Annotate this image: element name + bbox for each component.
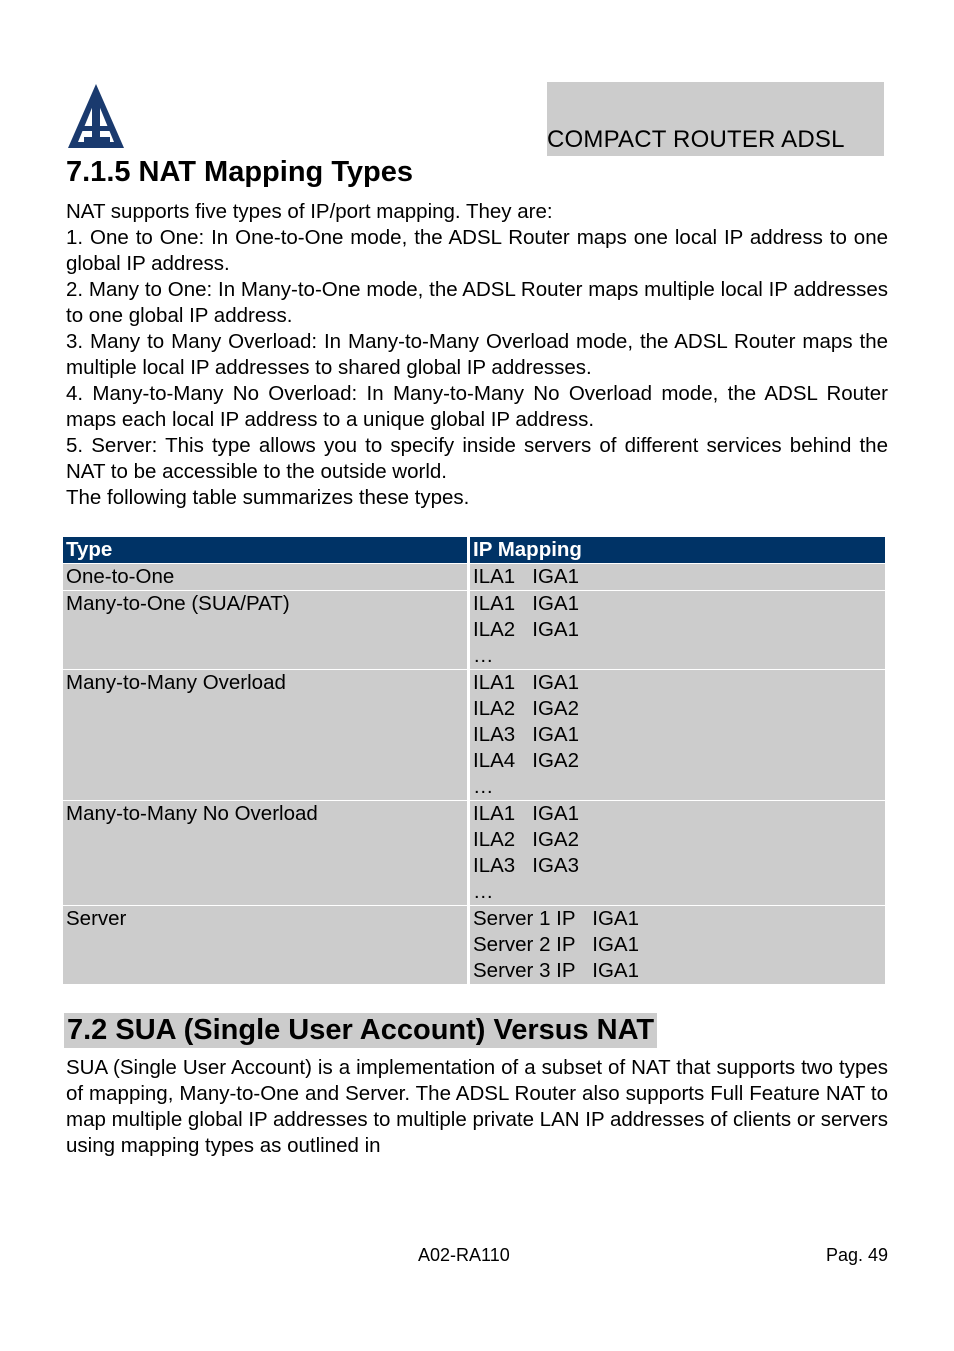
mapping-line: ILA1 IGA1 [473, 802, 579, 825]
mapping-line: ILA4 IGA2 [473, 749, 579, 772]
type-cell: Server [63, 906, 469, 985]
section-title-sua-vs-nat: 7.2 SUA (Single User Account) Versus NAT [67, 1014, 655, 1046]
mapping-cell [469, 670, 886, 801]
intro-text [66, 199, 888, 511]
section-title-bar [64, 1013, 657, 1048]
paragraph: 3. Many to Many Overload: In Many-to-Many Overload mode, the ADSL Router maps the multiple local IP addresses to shared global IP addresses. [66, 330, 888, 379]
nat-mapping-table [63, 537, 885, 984]
footer-page-number: Pag. 49 [825, 1245, 888, 1265]
type-cell: One-to-One [63, 564, 469, 591]
table-header-row [63, 537, 885, 564]
mapping-line: … [473, 880, 494, 903]
table-row [63, 906, 885, 985]
section-title-nat-mapping: 7.1.5 NAT Mapping Types [66, 156, 413, 188]
mapping-line: ILA2 IGA2 [473, 697, 579, 720]
atlantis-logo-icon [66, 82, 126, 150]
type-cell: Many-to-Many No Overload [63, 801, 469, 906]
table-row [63, 564, 885, 591]
type-cell: Many-to-One (SUA/PAT) [63, 591, 469, 670]
mapping-cell [469, 801, 886, 906]
header-title: COMPACT ROUTER ADSL [547, 126, 845, 153]
paragraph: NAT supports five types of IP/port mapping. They are: [66, 200, 553, 223]
mapping-line: ILA2 IGA1 [473, 618, 579, 641]
mapping-line: Server 1 IP IGA1 [473, 907, 639, 930]
paragraph: 1. One to One: In One-to-One mode, the ADSL Router maps one local IP address to one global IP address. [66, 226, 888, 275]
mapping-line: ILA3 IGA1 [473, 723, 579, 746]
mapping-line: Server 3 IP IGA1 [473, 959, 639, 982]
mapping-cell [469, 906, 886, 985]
column-header-type: Type [63, 537, 469, 564]
mapping-line: Server 2 IP IGA1 [473, 933, 639, 956]
mapping-line: ILA2 IGA2 [473, 828, 579, 851]
paragraph: The following table summarizes these types. [66, 486, 470, 509]
mapping-line: … [473, 644, 494, 667]
table-row [63, 801, 885, 906]
column-header-ip-mapping: IP Mapping [469, 537, 886, 564]
paragraph: 4. Many-to-Many No Overload: In Many-to-Many No Overload mode, the ADSL Router maps each local IP address to a unique global IP address. [66, 382, 888, 431]
mapping-line: … [473, 775, 494, 798]
table-row [63, 591, 885, 670]
mapping-cell [469, 591, 886, 670]
mapping-line: ILA1 IGA1 [473, 592, 579, 615]
footer-document-code: A02-RA110 [418, 1245, 510, 1265]
mapping-line: ILA1 IGA1 [473, 565, 579, 588]
paragraph: 2. Many to One: In Many-to-One mode, the ADSL Router maps multiple local IP addresses to one global IP address. [66, 278, 888, 327]
paragraph: 5. Server: This type allows you to specify inside servers of different services behind the NAT to be accessible to the outside world. [66, 434, 888, 483]
sua-text [66, 1055, 888, 1159]
type-cell: Many-to-Many Overload [63, 670, 469, 801]
mapping-line: ILA1 IGA1 [473, 671, 579, 694]
mapping-cell [469, 564, 886, 591]
mapping-line: ILA3 IGA3 [473, 854, 579, 877]
table-row [63, 670, 885, 801]
paragraph: SUA (Single User Account) is a implementation of a subset of NAT that supports two types of mapping, Many-to-One and Server. The ADSL Router also supports Full Feature NAT to map multiple global IP addresses to multiple private LAN IP addresses of clients or servers using mapping types as outlined in [66, 1056, 888, 1157]
